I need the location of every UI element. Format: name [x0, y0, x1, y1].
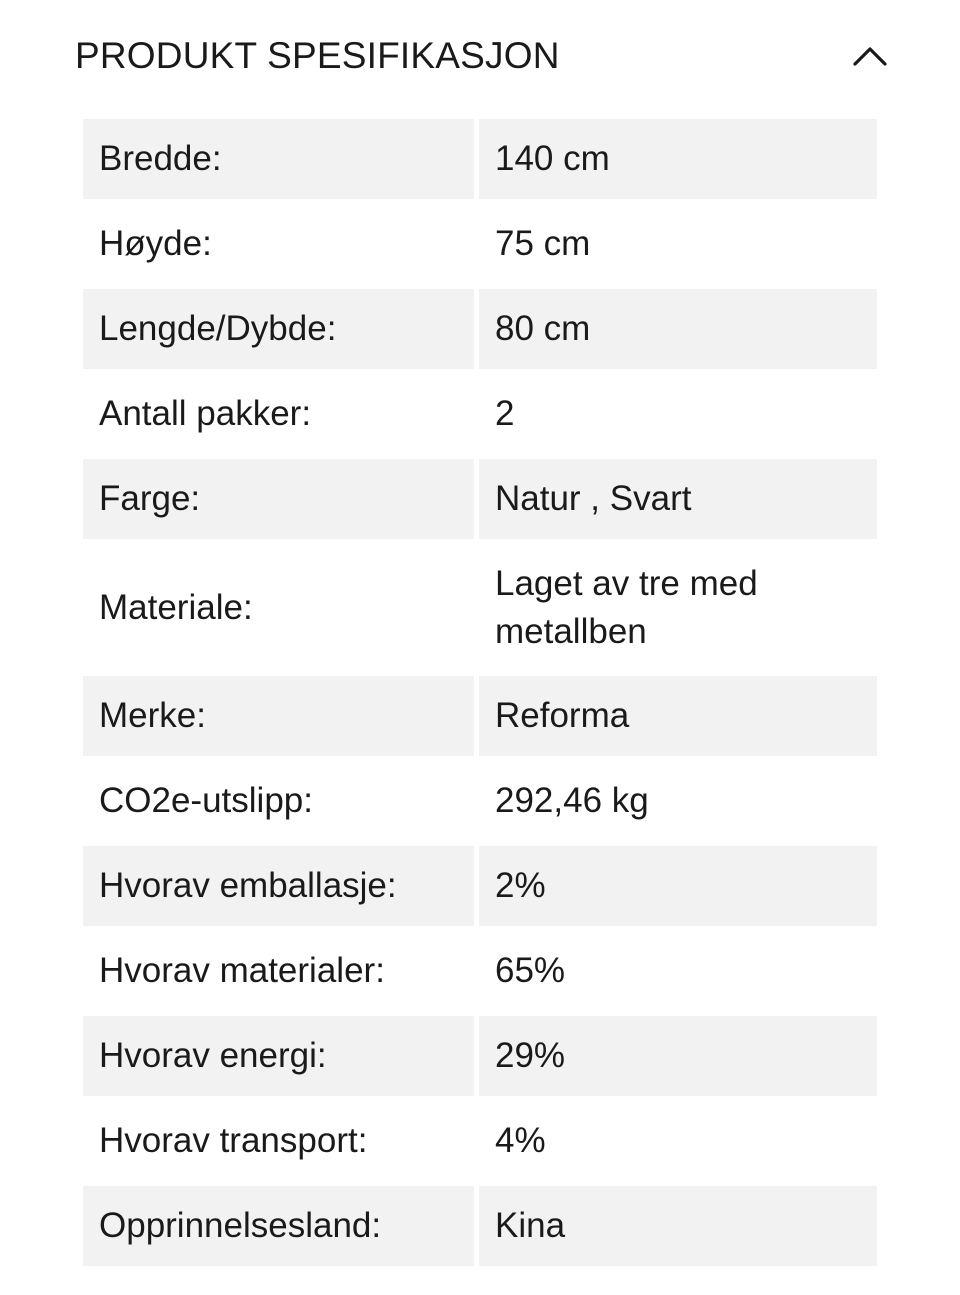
spec-value: 80 cm: [479, 289, 877, 369]
table-row: [83, 539, 877, 676]
table-row: [83, 199, 877, 289]
table-row: [83, 676, 877, 756]
spec-label: Hvorav materialer:: [99, 951, 385, 990]
spec-label: Lengde/Dybde:: [83, 289, 474, 369]
spec-value: 140 cm: [479, 119, 877, 199]
spec-value: 2: [495, 394, 515, 433]
spec-label: Farge:: [83, 459, 474, 539]
table-row: [83, 1186, 877, 1266]
section-title: PRODUKT SPESIFIKASJON: [75, 35, 560, 76]
spec-value: 2%: [479, 846, 877, 926]
spec-table: [83, 119, 877, 1266]
spec-label: CO2e-utslipp:: [99, 781, 313, 820]
spec-value: Natur , Svart: [479, 459, 877, 539]
spec-value: 29%: [479, 1016, 877, 1096]
spec-label: Høyde:: [99, 224, 212, 263]
spec-label: Merke:: [83, 676, 474, 756]
collapse-toggle-button[interactable]: [846, 34, 894, 78]
table-row: [83, 459, 877, 539]
spec-value: 65%: [495, 951, 566, 990]
spec-label: Opprinnelsesland:: [83, 1186, 474, 1266]
spec-label: Hvorav energi:: [83, 1016, 474, 1096]
spec-value: 75 cm: [495, 224, 591, 263]
spec-value: Laget av tre med metallben: [495, 563, 758, 651]
spec-value: 292,46 kg: [495, 781, 649, 820]
table-row: [83, 926, 877, 1016]
spec-label: Antall pakker:: [99, 394, 312, 433]
table-row: [83, 1096, 877, 1186]
spec-section-header[interactable]: [0, 0, 960, 112]
table-row: [83, 119, 877, 199]
table-row: [83, 1016, 877, 1096]
spec-value: Reforma: [479, 676, 877, 756]
table-row: [83, 756, 877, 846]
spec-label: Hvorav emballasje:: [83, 846, 474, 926]
spec-label: Bredde:: [83, 119, 474, 199]
chevron-up-icon: [852, 45, 888, 67]
table-row: [83, 369, 877, 459]
table-row: [83, 289, 877, 369]
spec-label: Hvorav transport:: [99, 1121, 368, 1160]
spec-value: Kina: [479, 1186, 877, 1266]
table-row: [83, 846, 877, 926]
spec-value: 4%: [495, 1121, 546, 1160]
spec-label: Materiale:: [99, 587, 253, 627]
